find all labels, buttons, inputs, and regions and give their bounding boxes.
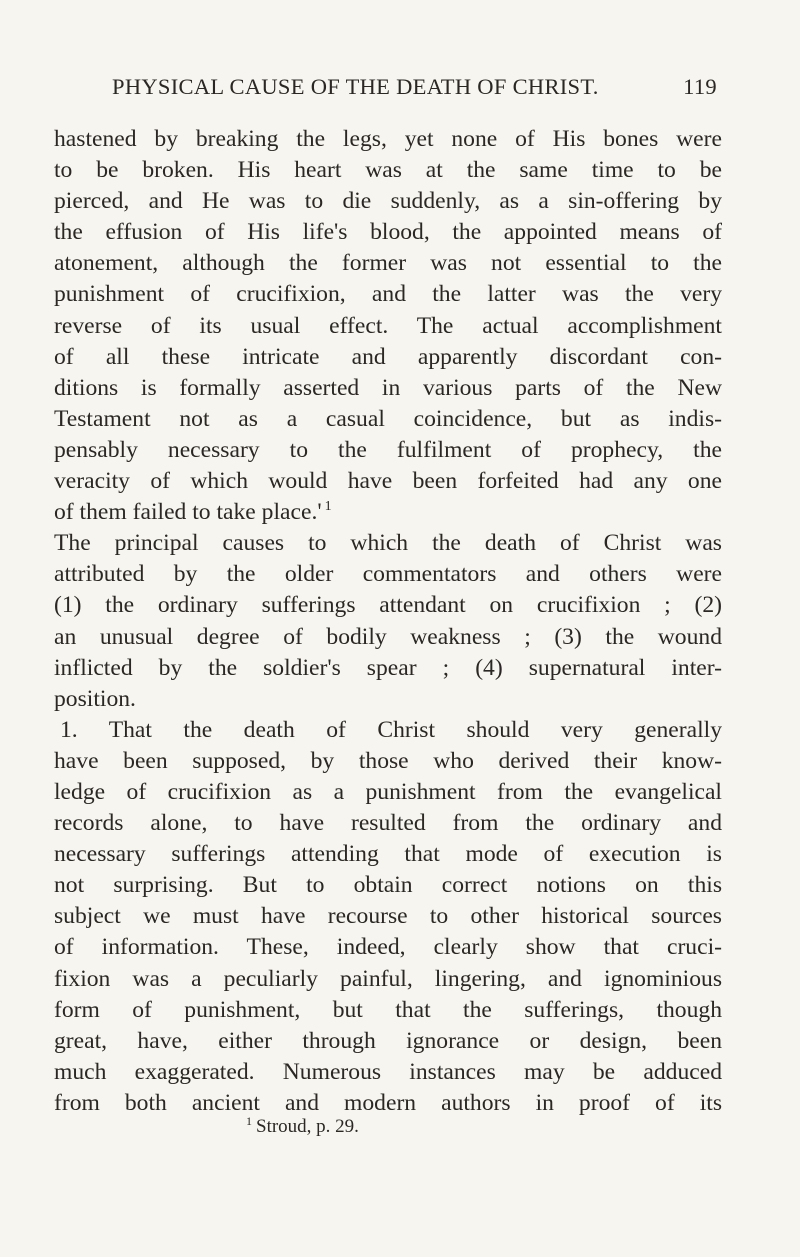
text-line: position. (54, 685, 136, 712)
text-line: punishment of crucifixion, and the latter was the very (54, 281, 722, 308)
text-line: atonement, although the former was not essential to the (54, 250, 722, 277)
text-line: subject we must have recourse to other historical sources (54, 903, 722, 930)
text-line: an unusual degree of bodily weakness ; (3) the wound (54, 623, 722, 650)
text-line: fixion was a peculiarly painful, lingering, and ignominious (54, 965, 722, 992)
text-line: ditions is formally asserted in various parts of the New (54, 374, 722, 401)
text-line-content: of them failed to take place.' (54, 499, 322, 526)
footnote-number: 1 (246, 1114, 252, 1128)
text-line: have been supposed, by those who derived their know- (54, 747, 722, 774)
text-line: to be broken. His heart was at the same time to be (54, 157, 722, 184)
text-line: great, have, either through ignorance or design, been (54, 1027, 722, 1054)
text-line: 1. That the death of Christ should very generally (60, 716, 722, 743)
text-line: Testament not as a casual coincidence, but as indis- (54, 405, 722, 432)
page-number: 119 (683, 74, 717, 99)
text-line: form of punishment, but that the sufferings, though (54, 996, 722, 1023)
text-line: necessary sufferings attending that mode of execution is (54, 841, 722, 868)
running-title: PHYSICAL CAUSE OF THE DEATH OF CHRIST. (112, 74, 599, 99)
text-line: records alone, to have resulted from the ordinary and (54, 810, 722, 837)
footnote (246, 1116, 359, 1138)
text-line: hastened by breaking the legs, yet none of His bones were (54, 126, 722, 152)
text-line: The principal causes to which the death of Christ was (54, 530, 722, 557)
text-line (54, 497, 722, 528)
text-line: reverse of its usual effect. The actual accomplishment (54, 312, 722, 339)
text-line: the effusion of His life's blood, the appointed means of (54, 219, 722, 246)
text-line: much exaggerated. Numerous instances may be adduced (54, 1058, 722, 1085)
footnote-reference[interactable]: 1 (324, 499, 332, 515)
text-line: attributed by the older commentators and others were (54, 561, 722, 588)
running-head (112, 74, 717, 100)
footnote-text: Stroud, p. 29. (256, 1116, 359, 1137)
text-line: not surprising. But to obtain correct notions on this (54, 872, 722, 899)
text-line: of all these intricate and apparently discordant con- (54, 343, 722, 370)
text-line: pierced, and He was to die suddenly, as a sin-offering by (54, 188, 722, 215)
text-line: from both ancient and modern authors in proof of its (54, 1089, 722, 1116)
text-line: veracity of which would have been forfeited had any one (54, 468, 722, 495)
text-line: of information. These, indeed, clearly show that cruci- (54, 934, 722, 961)
body-text (54, 124, 722, 1119)
text-line: (1) the ordinary sufferings attendant on crucifixion ; (2) (54, 592, 722, 619)
text-line: inflicted by the soldier's spear ; (4) supernatural inter- (54, 654, 722, 681)
text-line: pensably necessary to the fulfilment of prophecy, the (54, 436, 722, 463)
text-line: ledge of crucifixion as a punishment from the evangelical (54, 778, 722, 805)
